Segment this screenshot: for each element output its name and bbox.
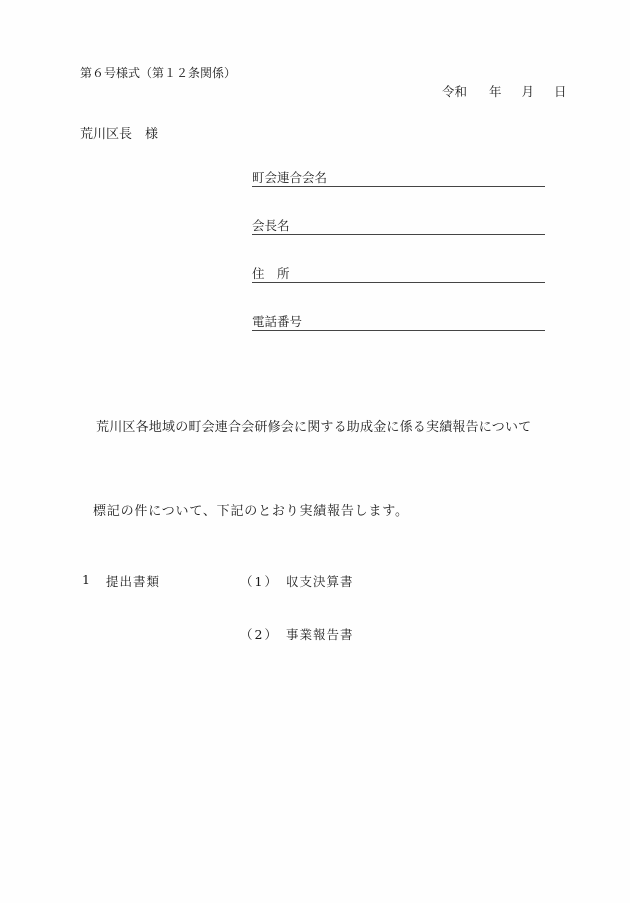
document-title: 荒川区各地域の町会連合会研修会に関する助成金に係る実績報告について xyxy=(96,420,532,435)
item-label: 提出書類 xyxy=(106,574,161,589)
sub-item-label: 収支決算書 xyxy=(286,574,354,589)
field-label: 電話番号 xyxy=(252,314,303,329)
sub-item-number: （2） xyxy=(240,627,279,642)
form-number: 第６号様式（第１２条関係） xyxy=(80,66,237,80)
sub-item-label: 事業報告書 xyxy=(286,627,354,642)
date-day-label: 日 xyxy=(554,84,567,99)
field-label: 会長名 xyxy=(252,218,290,233)
federation-name-field[interactable] xyxy=(252,170,545,187)
date-line xyxy=(442,82,567,100)
body-text: 標記の件について、下記のとおり実績報告します。 xyxy=(93,504,409,519)
field-label: 住 所 xyxy=(252,266,290,281)
address-field[interactable] xyxy=(252,266,545,283)
field-label: 町会連合会名 xyxy=(252,170,328,185)
date-month-label: 月 xyxy=(521,84,535,99)
date-era: 令和 xyxy=(442,84,468,99)
phone-number-field[interactable] xyxy=(252,314,545,331)
sub-item-number: （1） xyxy=(240,574,279,589)
item-number: 1 xyxy=(82,572,90,587)
date-year-label: 年 xyxy=(489,84,502,99)
president-name-field[interactable] xyxy=(252,218,545,235)
addressee: 荒川区長 様 xyxy=(80,127,159,142)
